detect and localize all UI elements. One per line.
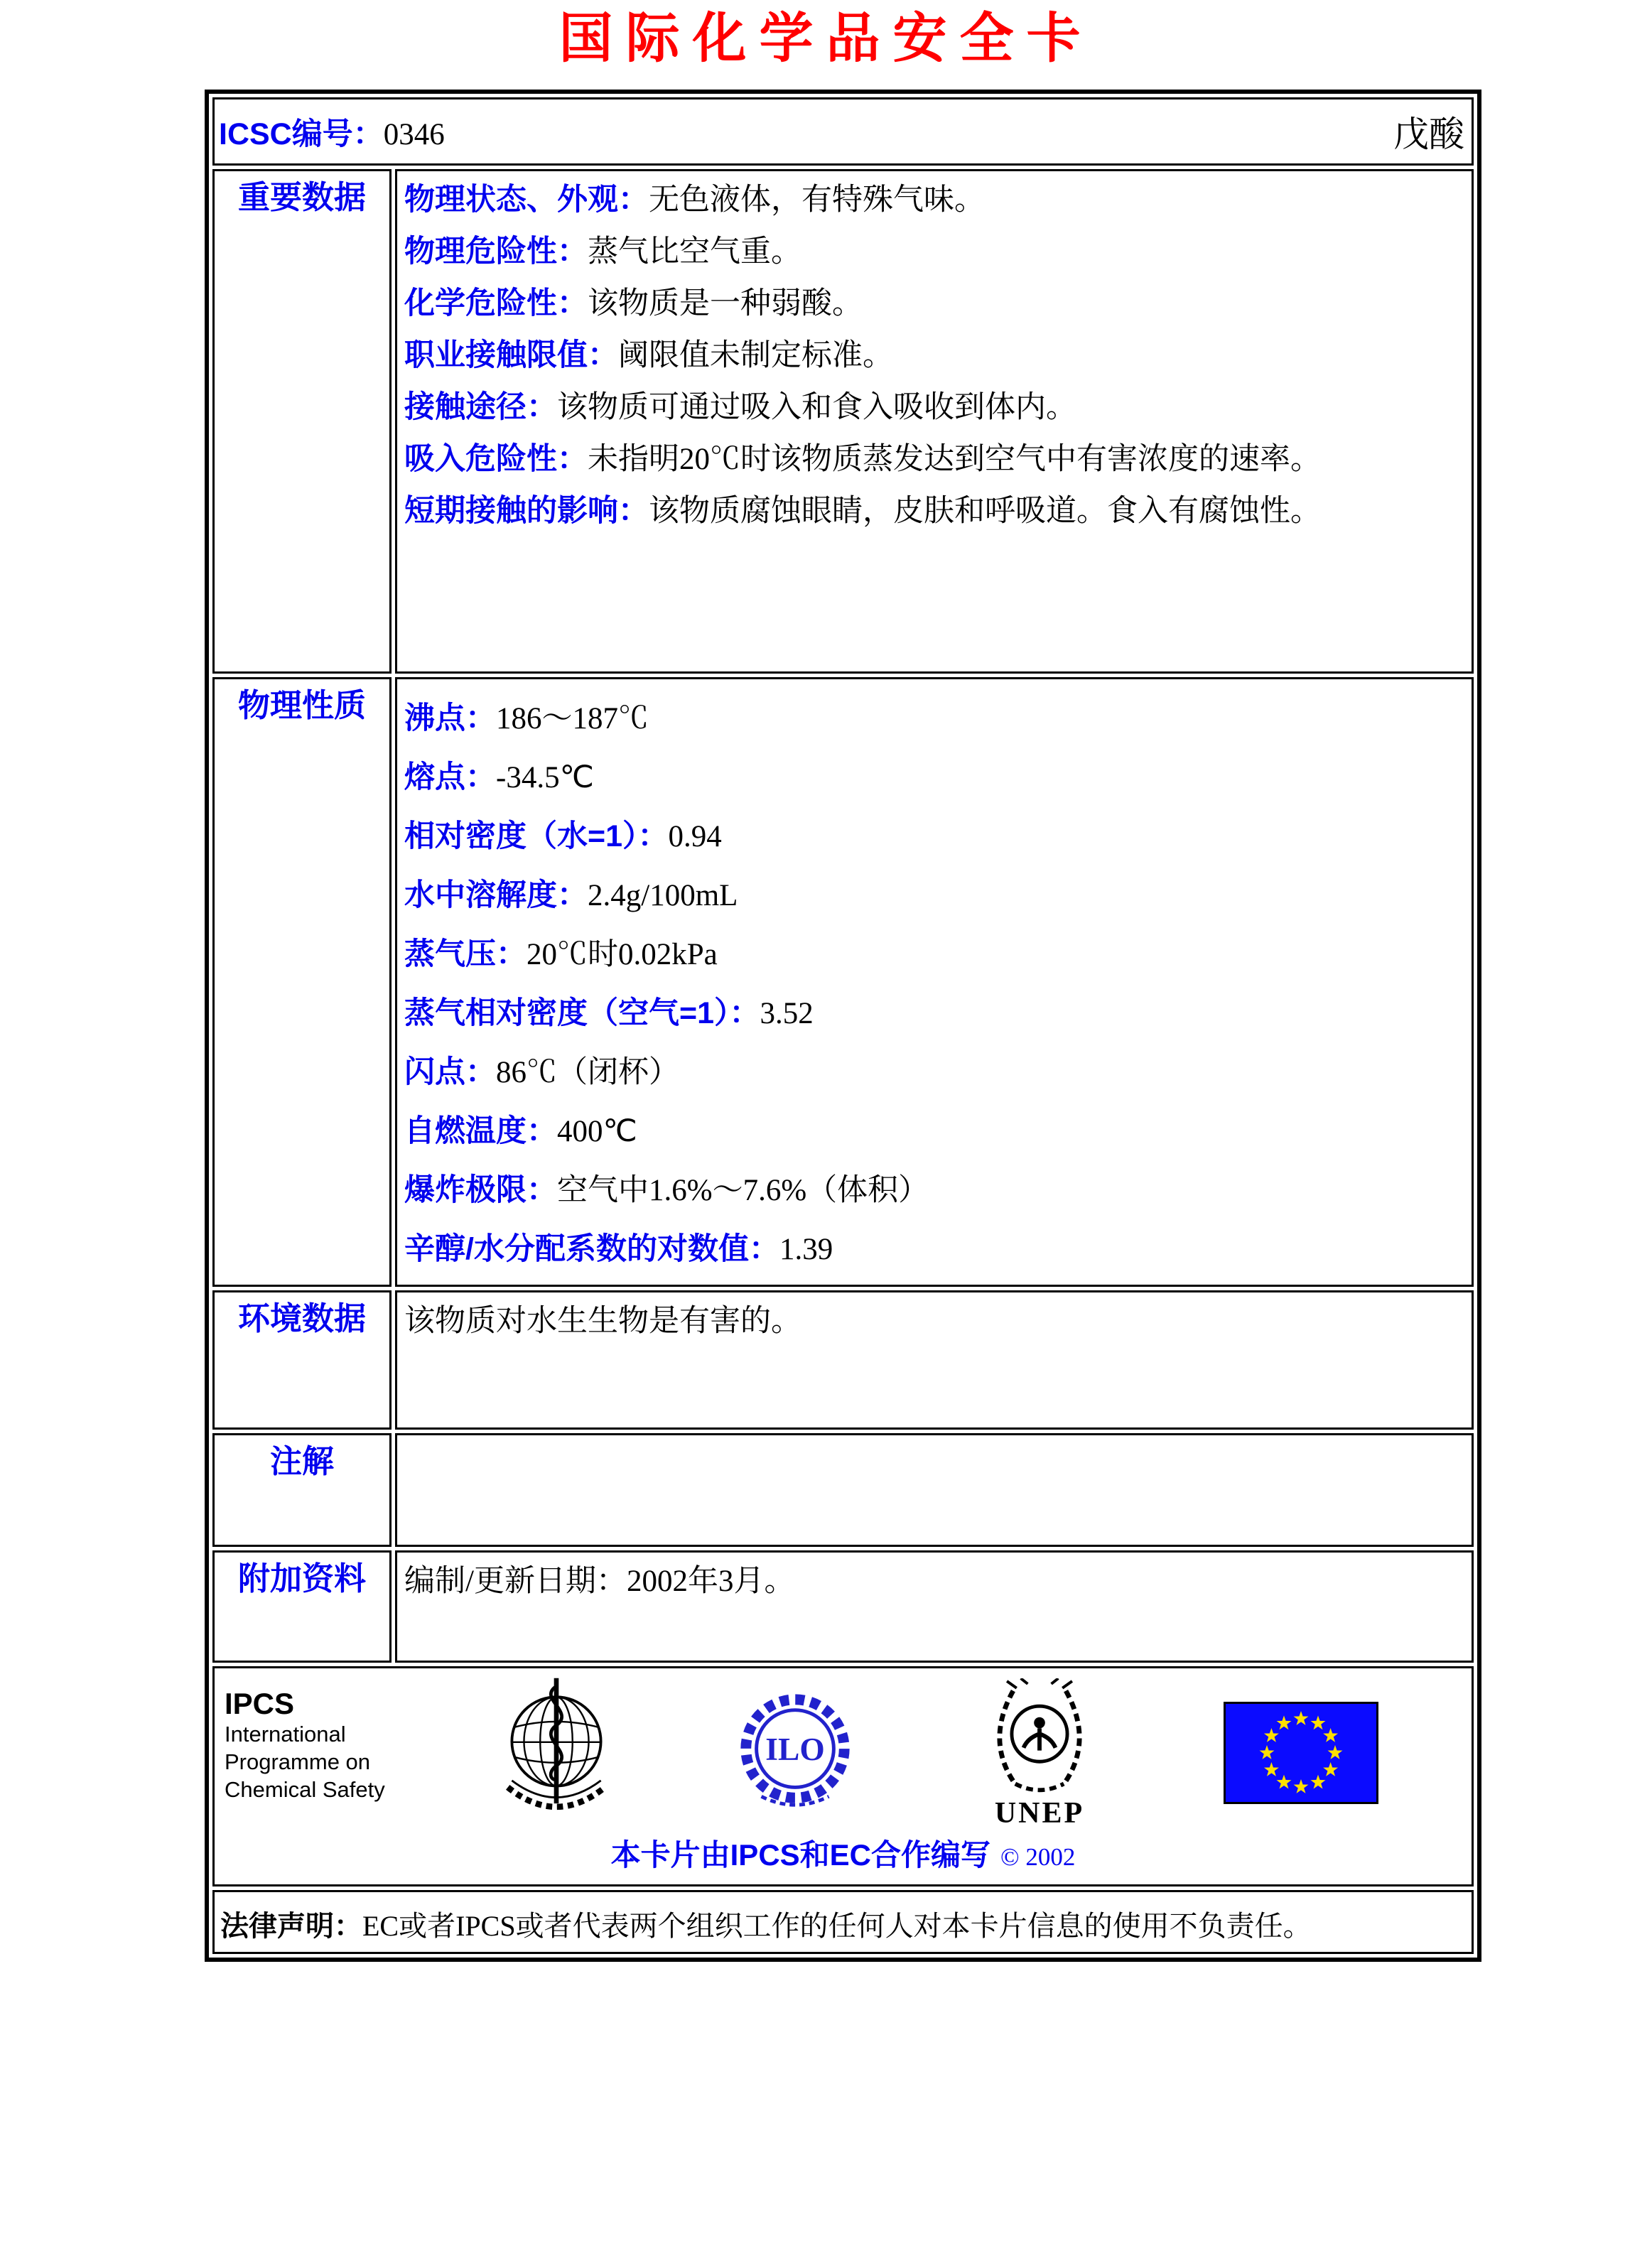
legal-row (212, 1890, 1474, 1954)
property-key: 吸入危险性： (404, 442, 588, 476)
notes-text (404, 1438, 1464, 1442)
page-title: 国际化学品安全卡 (558, 9, 1094, 69)
unep-logo-icon (981, 1678, 1098, 1828)
section-content-environment (395, 1290, 1474, 1430)
copyright-text: © 2002 (1000, 1843, 1076, 1871)
footer-row (212, 1666, 1474, 1886)
property-line (404, 174, 1464, 226)
property-key: 物理危险性： (404, 234, 588, 269)
property-key: 自燃温度： (404, 1114, 557, 1148)
property-line (404, 433, 1464, 485)
property-key: 接触途径： (404, 390, 557, 424)
property-line (404, 382, 1464, 433)
section-row-additional (212, 1550, 1474, 1663)
footer-cell (212, 1666, 1474, 1886)
property-line (404, 226, 1464, 278)
logo-row (215, 1668, 1472, 1832)
ilo-logo-icon (732, 1690, 858, 1816)
property-value: 2.4g/100mL (588, 879, 738, 912)
property-value: 该物质腐蚀眼睛，皮肤和呼吸道。食入有腐蚀性。 (649, 495, 1321, 528)
property-key: 化学危险性： (404, 286, 588, 320)
property-value: 未指明20℃时该物质蒸发达到空气中有害浓度的速率。 (588, 443, 1321, 476)
icsc-number-group (219, 110, 445, 153)
section-label-additional: 附加资料 (212, 1550, 392, 1663)
property-value: 1.39 (779, 1233, 833, 1266)
property-key: 蒸气压： (404, 937, 527, 971)
property-line (404, 807, 1464, 866)
section-content-additional (395, 1550, 1474, 1663)
property-key: 蒸气相对密度（空气=1）： (404, 996, 760, 1030)
property-line (404, 485, 1464, 537)
property-key: 职业接触限值： (404, 338, 618, 372)
property-value: 186～187℃ (496, 702, 649, 735)
property-key: 短期接触的影响： (404, 494, 649, 528)
property-line (404, 1043, 1464, 1102)
property-value: 空气中1.6%～7.6%（体积） (557, 1174, 929, 1207)
property-key: 爆炸极限： (404, 1173, 557, 1207)
ilo-logo-letters: ILO (765, 1730, 825, 1767)
section-row-physical (212, 677, 1474, 1287)
property-value: 无色液体，有特殊气味。 (649, 183, 985, 217)
legal-notice-label: 法律声明： (220, 1911, 362, 1942)
property-value: 400℃ (557, 1115, 637, 1148)
property-line (404, 925, 1464, 984)
legal-notice-text: EC或者IPCS或者代表两个组织工作的任何人对本卡片信息的使用不负责任。 (362, 1910, 1312, 1942)
property-line (404, 278, 1464, 330)
property-line (404, 984, 1464, 1043)
property-line (404, 1102, 1464, 1161)
icsc-number-label: ICSC编号： (219, 117, 384, 151)
property-key: 闪点： (404, 1055, 496, 1089)
property-value: 3.52 (760, 997, 814, 1030)
property-value: 0.94 (668, 820, 722, 853)
environment-text: 该物质对水生生物是有害的。 (404, 1305, 801, 1338)
section-label-important: 重要数据 (212, 169, 392, 674)
property-value: -34.5℃ (496, 761, 594, 794)
header-cell (212, 97, 1474, 166)
unep-logo-label: UNEP (994, 1797, 1085, 1830)
property-line (404, 1161, 1464, 1220)
who-logo-icon (489, 1674, 624, 1832)
section-content-notes (395, 1433, 1474, 1547)
property-line (404, 330, 1464, 382)
ipcs-name-line: Programme on (225, 1749, 371, 1775)
section-label-physical: 物理性质 (212, 677, 392, 1287)
property-line (404, 689, 1464, 748)
section-content-important (395, 169, 1474, 674)
property-value: 该物质可通过吸入和食入吸收到体内。 (557, 391, 1076, 424)
section-label-notes: 注解 (212, 1433, 392, 1547)
property-value: 该物质是一种弱酸。 (588, 287, 863, 320)
ipcs-name-line: Chemical Safety (225, 1776, 385, 1802)
property-key: 相对密度（水=1）： (404, 819, 669, 853)
property-value: 86℃（闭杯） (496, 1056, 679, 1089)
property-line (404, 866, 1464, 925)
property-line (404, 748, 1464, 807)
ipcs-name-line: International (225, 1722, 346, 1747)
additional-text: 编制/更新日期：2002年3月。 (404, 1565, 795, 1598)
section-row-notes (212, 1433, 1474, 1547)
section-label-environment: 环境数据 (212, 1290, 392, 1430)
card-table (205, 90, 1481, 1962)
header-row (212, 97, 1474, 166)
eu-flag-icon (1224, 1702, 1378, 1804)
section-row-important (212, 169, 1474, 674)
chemical-name: 戊酸 (1393, 114, 1464, 154)
property-key: 水中溶解度： (404, 878, 588, 912)
attribution-caption: 本卡片由IPCS和EC合作编写 (610, 1838, 991, 1872)
ipcs-text-block (225, 1687, 428, 1804)
property-line (404, 1220, 1464, 1279)
section-row-environment (212, 1290, 1474, 1430)
property-value: 阈限值未制定标准。 (618, 339, 893, 372)
legal-cell (212, 1890, 1474, 1954)
property-key: 物理状态、外观： (404, 183, 649, 217)
property-key: 辛醇/水分配系数的对数值： (404, 1232, 779, 1266)
property-key: 沸点： (404, 701, 496, 735)
icsc-number-value: 0346 (383, 117, 445, 151)
property-value: 蒸气比空气重。 (588, 235, 801, 269)
attribution-caption-row (215, 1832, 1472, 1884)
property-value: 20℃时0.02kPa (527, 938, 718, 971)
property-key: 熔点： (404, 760, 496, 794)
section-content-physical (395, 677, 1474, 1287)
ipcs-acronym: IPCS (225, 1687, 295, 1720)
